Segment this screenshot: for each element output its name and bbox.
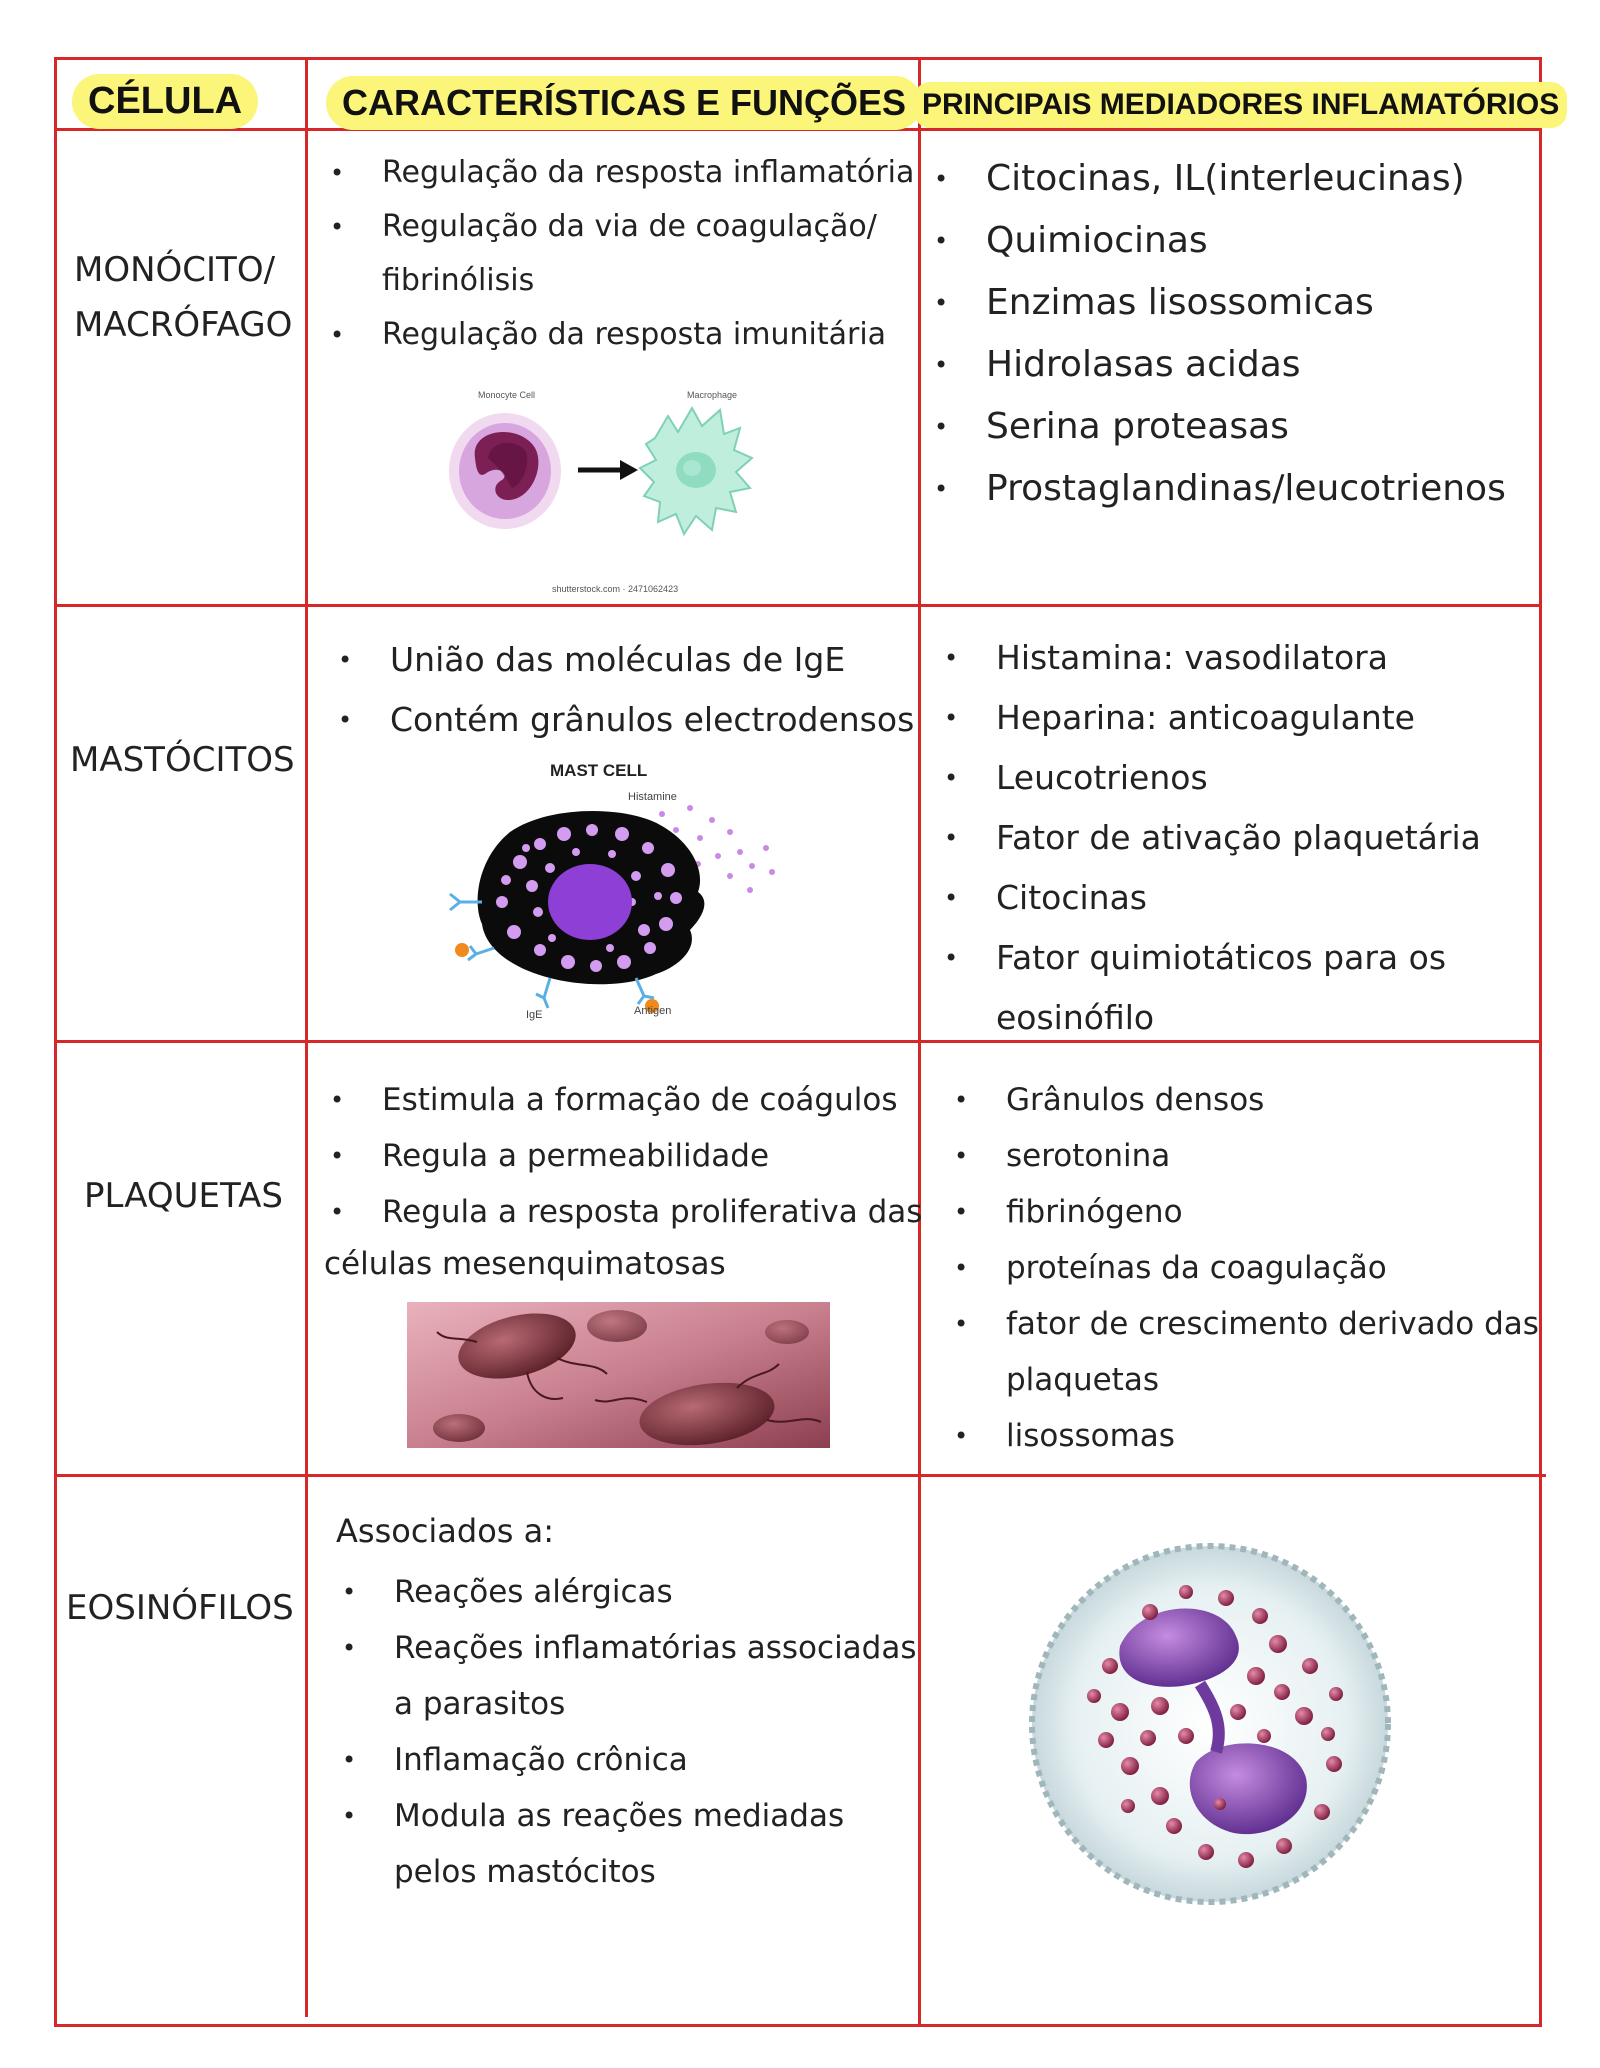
list-item: • Enzimas lisossomicas xyxy=(926,272,1506,334)
header-mediators: PRINCIPAIS MEDIADORES INFLAMATÓRIOS xyxy=(914,82,1567,128)
feature-continuation: células mesenquimatosas xyxy=(324,1246,726,1282)
list-item-continuation: pelos mastócitos xyxy=(394,1854,656,1890)
list-item: • Regula a resposta proliferativa das xyxy=(322,1184,922,1240)
platelets-illustration xyxy=(407,1302,830,1448)
header-cell: CÉLULA xyxy=(72,74,258,129)
cell-name-monocyte: MONÓCITO/ MACRÓFAGO xyxy=(74,250,293,346)
list-item: • Grânulos densos xyxy=(946,1072,1539,1128)
features-list-platelets xyxy=(322,1072,922,1240)
list-item: • lisossomas xyxy=(946,1408,1539,1464)
features-list-eosinophils xyxy=(334,1564,917,1900)
monocyte-cell-icon xyxy=(449,413,561,529)
list-item: • Leucotrienos xyxy=(936,748,1481,808)
table-border-bottom xyxy=(54,2024,1542,2027)
features-list-monocyte xyxy=(322,146,914,362)
list-item-continuation: fibrinólisis xyxy=(382,263,535,298)
table-border-right xyxy=(1539,57,1542,2027)
mast-cell-illustration xyxy=(400,752,820,1022)
list-item: • Reações alérgicas xyxy=(334,1564,917,1620)
list-item: • Fator quimiotáticos para os xyxy=(936,928,1481,988)
mediators-list-platelets xyxy=(946,1072,1539,1464)
mast-cell-title: MAST CELL xyxy=(550,761,648,780)
list-item: • Quimiocinas xyxy=(926,210,1506,272)
row-divider-1 xyxy=(54,604,1542,607)
column-divider-1 xyxy=(305,57,308,2017)
list-item: • Reações inflamatórias associadas xyxy=(334,1620,917,1676)
column-divider-2 xyxy=(918,57,921,2027)
list-item: • proteínas da coagulação xyxy=(946,1240,1539,1296)
row-divider-3 xyxy=(54,1474,1546,1477)
list-item: • fibrinógeno xyxy=(946,1184,1539,1240)
header-features: CARACTERÍSTICAS E FUNÇÕES xyxy=(326,76,922,130)
list-item: • Inflamação crônica xyxy=(334,1732,917,1788)
list-item-continuation: eosinófilo xyxy=(996,998,1155,1037)
macrophage-label: Macrophage xyxy=(687,390,738,400)
image-credit: shutterstock.com · 2471062423 xyxy=(552,584,679,594)
list-item: • serotonina xyxy=(946,1128,1539,1184)
features-list-mast xyxy=(330,630,914,750)
table-border-left xyxy=(54,57,57,2027)
list-item: • Estimula a formação de coágulos xyxy=(322,1072,922,1128)
list-item: • Heparina: anticoagulante xyxy=(936,688,1481,748)
list-item-continuation: plaquetas xyxy=(1006,1362,1159,1398)
list-item: • Contém grânulos electrodensos xyxy=(330,690,914,750)
histamine-label: Histamine xyxy=(628,791,677,803)
list-item: • Regulação da resposta inflamatória xyxy=(322,146,914,200)
mediators-list-monocyte xyxy=(926,148,1506,520)
mast-cell-nucleus xyxy=(548,864,632,940)
monocyte-macrophage-illustration xyxy=(440,388,770,598)
list-item: • Citocinas xyxy=(936,868,1481,928)
list-item: • fator de crescimento derivado das xyxy=(946,1296,1539,1352)
table-border-top xyxy=(54,57,1542,60)
list-item: • Regulação da via de coagulação/ xyxy=(322,200,914,254)
list-item: • Fator de ativação plaquetária xyxy=(936,808,1481,868)
list-item: • Citocinas, IL(interleucinas) xyxy=(926,148,1506,210)
ige-label: IgE xyxy=(526,1009,543,1021)
macrophage-cell-icon xyxy=(640,408,752,534)
eosinophil-illustration xyxy=(1010,1516,1410,1916)
cell-name-eosinophils: EOSINÓFILOS xyxy=(66,1588,294,1628)
arrow-icon xyxy=(578,460,638,480)
antigen-label: Antigen xyxy=(634,1005,672,1017)
list-item: • Serina proteasas xyxy=(926,396,1506,458)
list-item: • Modula as reações mediadas xyxy=(334,1788,917,1844)
list-item: • Histamina: vasodilatora xyxy=(936,628,1481,688)
mediators-list-mast xyxy=(936,628,1481,1048)
list-item: • Hidrolasas acidas xyxy=(926,334,1506,396)
eosinophil-intro: Associados a: xyxy=(336,1512,555,1550)
list-item: • Regula a permeabilidade xyxy=(322,1128,922,1184)
cell-name-platelets: PLAQUETAS xyxy=(84,1176,283,1216)
list-item: • Regulação da resposta imunitária xyxy=(322,308,914,362)
list-item: • Prostaglandinas/leucotrienos xyxy=(926,458,1506,520)
monocyte-label: Monocyte Cell xyxy=(478,390,536,400)
list-item-continuation: a parasitos xyxy=(394,1686,566,1722)
cell-name-mast: MASTÓCITOS xyxy=(70,740,295,780)
list-item: • União das moléculas de IgE xyxy=(330,630,914,690)
